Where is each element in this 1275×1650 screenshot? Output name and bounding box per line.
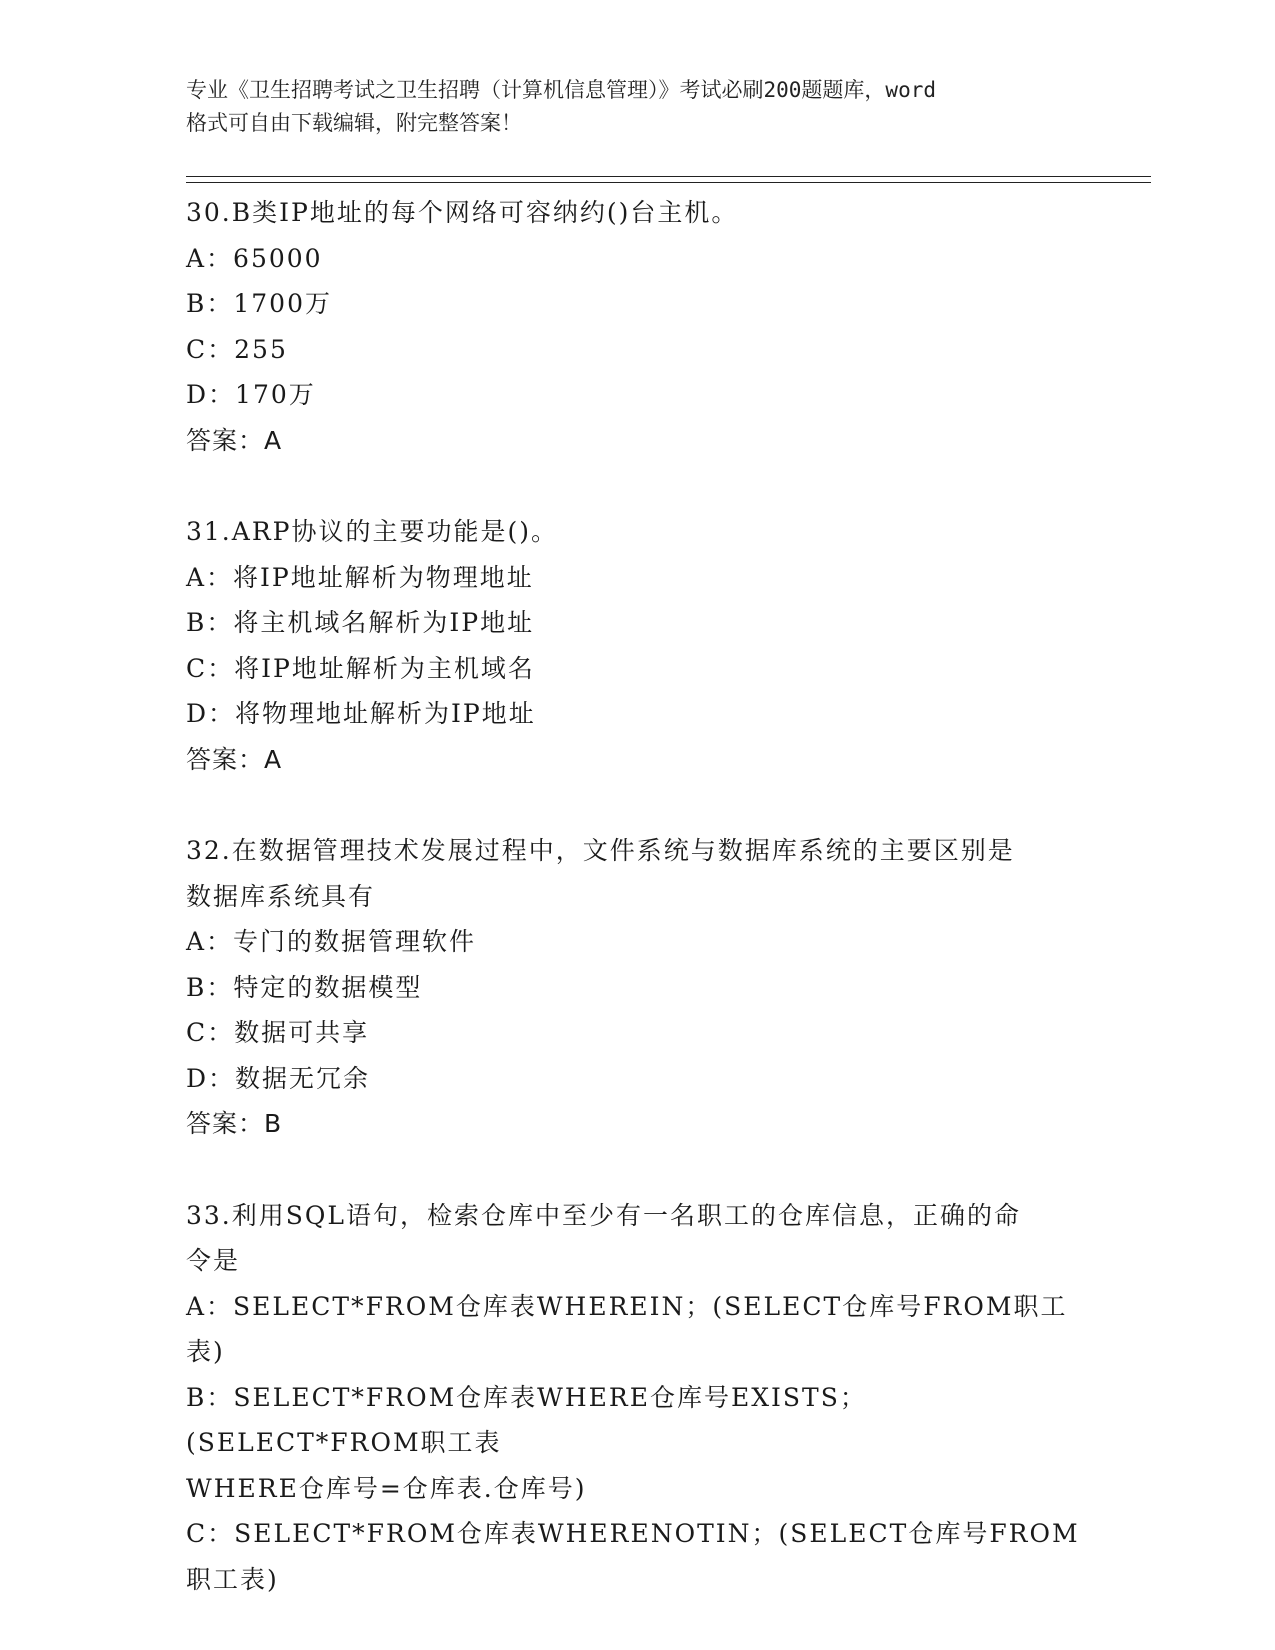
question-stem: 30.B类IP地址的每个网络可容纳约()台主机。 [186,198,739,227]
question-stem: 31.ARP协议的主要功能是()。 [186,517,558,546]
option-a: A：65000 [186,243,323,273]
question-list [186,190,1086,1648]
question-33 [186,1193,1086,1603]
question-30 [186,190,1086,463]
option-d: D：将物理地址解析为IP地址 [186,699,536,728]
answer-line: 答案：A [186,744,283,774]
option-d: D：数据无冗余 [186,1063,371,1093]
answer-line: 答案：B [186,1109,283,1138]
question-stem-line-1: 32.在数据管理技术发展过程中，文件系统与数据库系统的主要区别是 [186,836,1015,865]
option-c: C：SELECT*FROM仓库表WHERENOTIN；(SELECT仓库号FROM职工表) [186,1519,1080,1594]
option-d: D：170万 [186,380,316,409]
header-divider-bottom [186,182,1151,183]
question-stem-line-1: 33.利用SQL语句，检索仓库中至少有一名职工的仓库信息，正确的命 [186,1200,1021,1230]
question-32 [186,828,1086,1147]
question-31 [186,509,1086,782]
header-line-2: 格式可自由下载编辑，附完整答案！ [186,111,522,135]
option-b: B：1700万 [186,289,332,318]
option-a: A：将IP地址解析为物理地址 [186,562,534,592]
option-b-line-2: WHERE仓库号=仓库表.仓库号) [186,1473,587,1503]
answer-line: 答案：A [186,425,283,455]
option-b-line-1: B：SELECT*FROM仓库表WHERE仓库号EXISTS；(SELECT*FROM职工表 [186,1382,867,1457]
question-stem-line-2: 数据库系统具有 [186,881,376,911]
option-c: C：数据可共享 [186,1018,370,1047]
header-line-1: 专业《卫生招聘考试之卫生招聘（计算机信息管理）》考试必刷200题题库，word [186,78,936,102]
option-b: B：特定的数据模型 [186,972,423,1002]
header-divider-top [186,176,1151,177]
option-c: C：将IP地址解析为主机域名 [186,653,535,683]
option-c: C：255 [186,334,288,364]
document-header [186,74,1086,140]
option-a: A：专门的数据管理软件 [186,927,477,956]
option-a: A：SELECT*FROM仓库表WHEREIN；(SELECT仓库号FROM职工表) [186,1291,1068,1366]
option-b: B：将主机域名解析为IP地址 [186,608,535,637]
question-stem-line-2: 令是 [186,1246,241,1275]
